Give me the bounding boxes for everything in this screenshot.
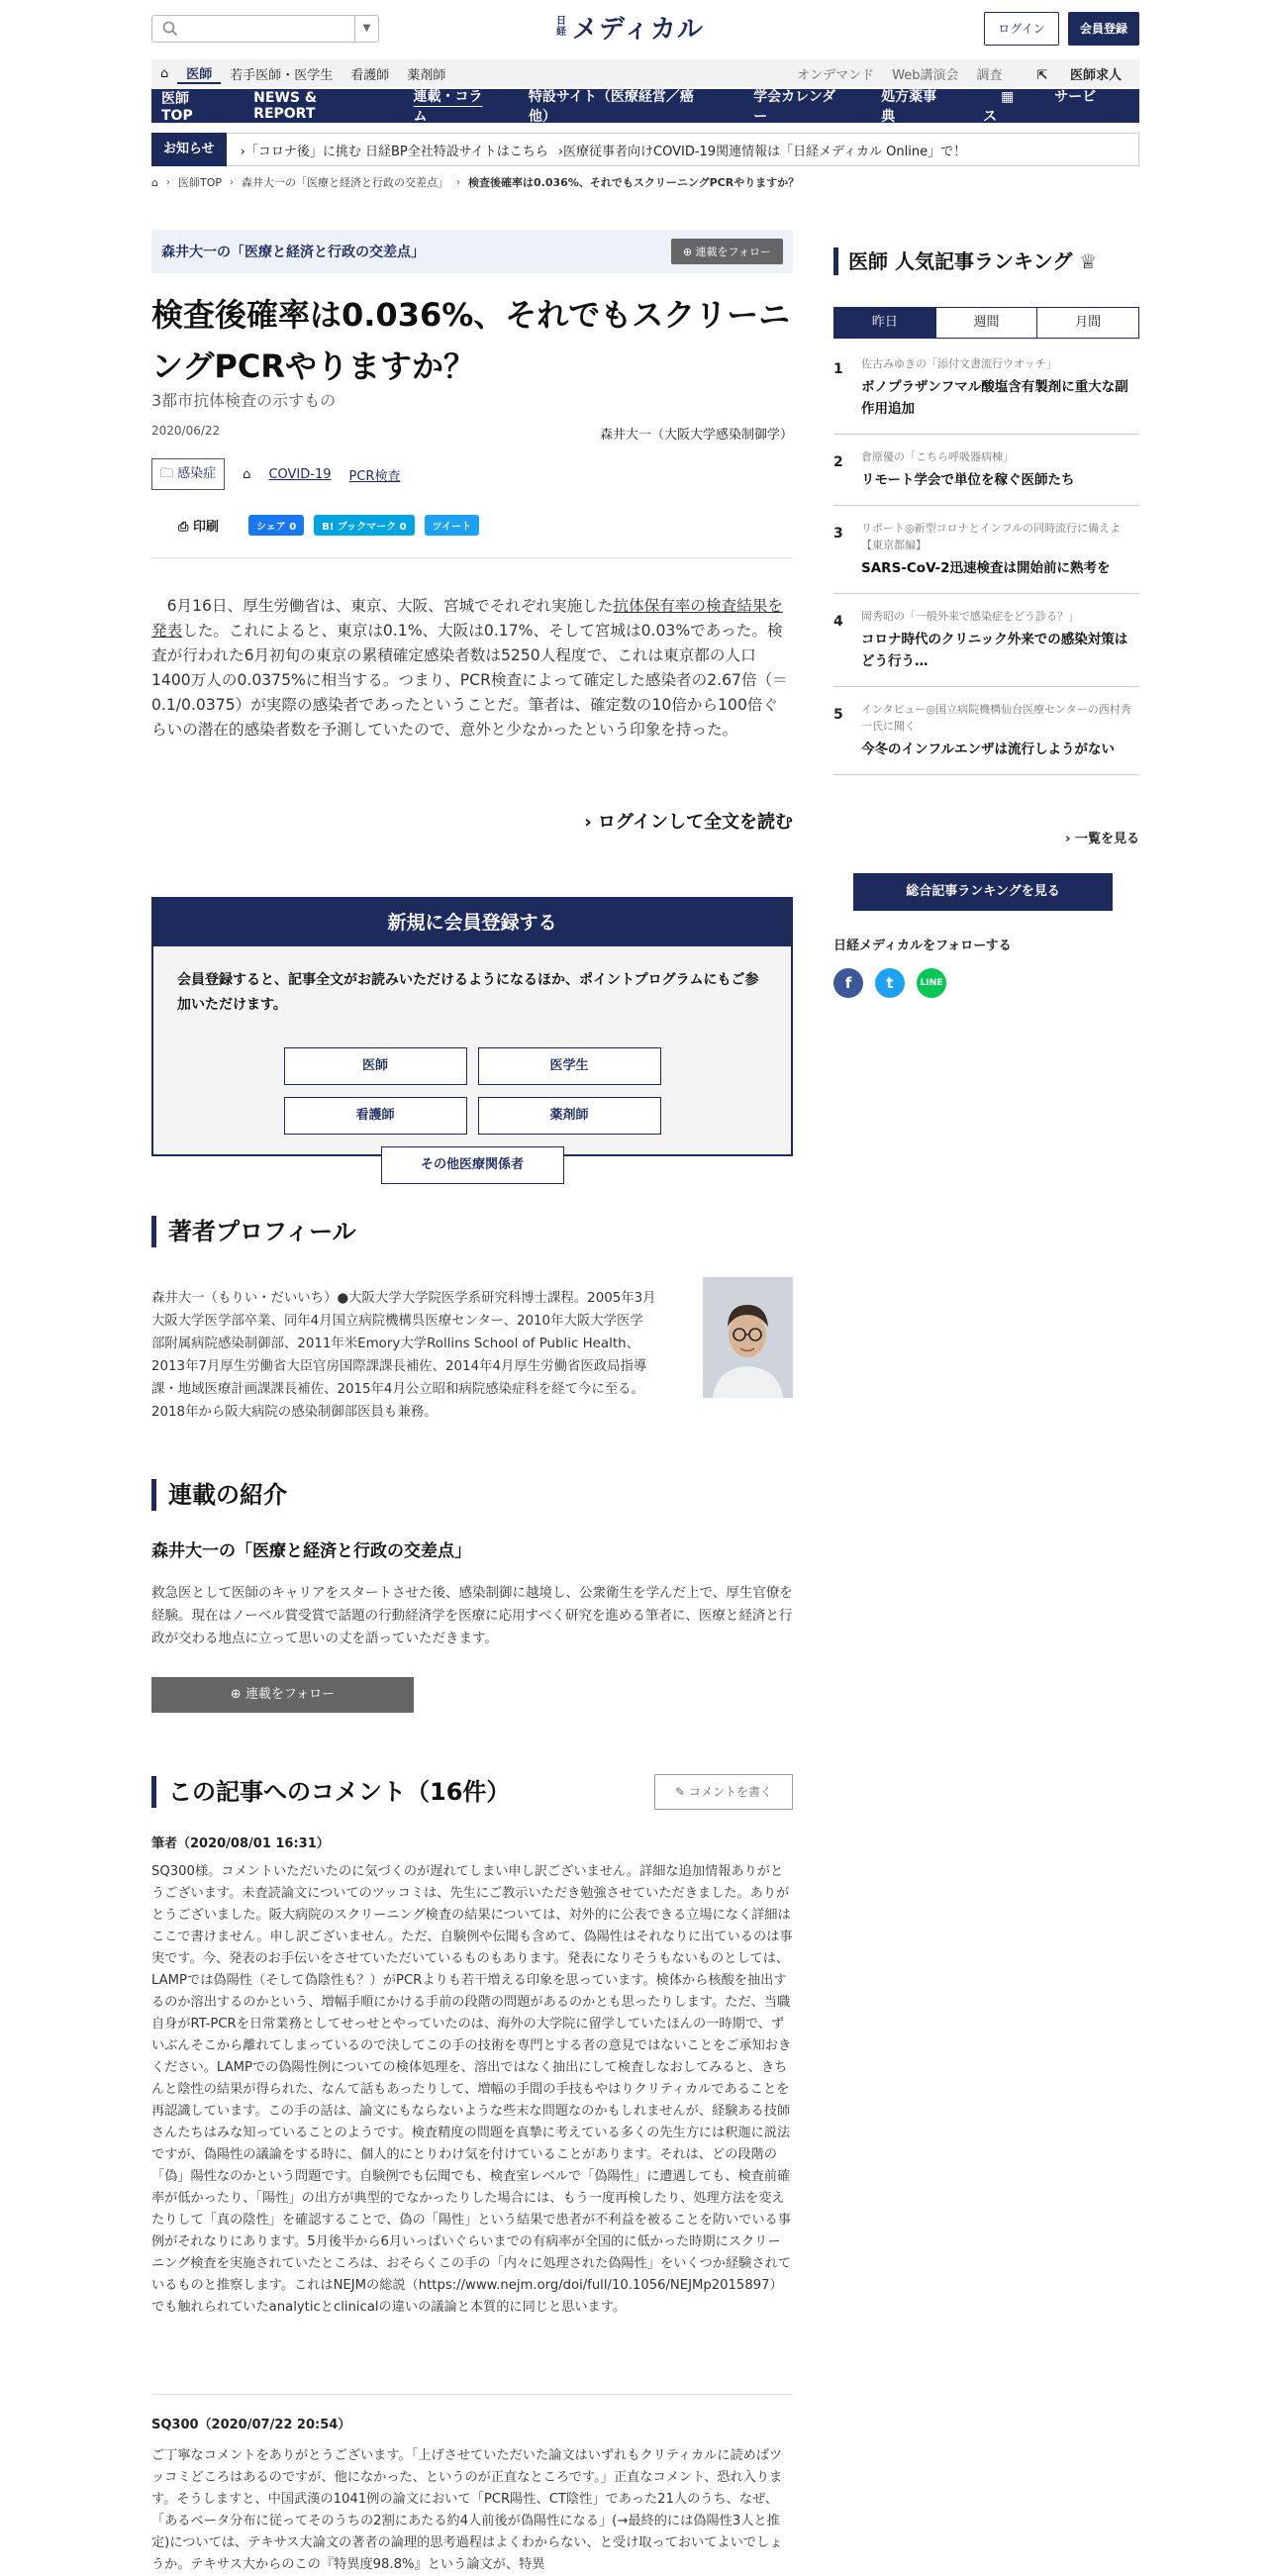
- ranking-item[interactable]: [833, 435, 1139, 506]
- article-date: 2020/06/22: [151, 424, 221, 438]
- series-title[interactable]: 森井大一の「医療と経済と行政の交差点」: [161, 245, 425, 260]
- series-name[interactable]: 森井大一の「医療と経済と行政の交差点」: [151, 1541, 471, 1561]
- logo-main-text: メディカル: [572, 14, 704, 45]
- rank-title: リモート学会で単位を稼ぐ医師たち: [861, 472, 1075, 488]
- series-banner: [151, 230, 793, 273]
- nav-item-young[interactable]: 若手医師・医学生: [230, 67, 334, 83]
- tag-list: [151, 458, 400, 490]
- follow-heading: 日経メディカルをフォローする: [833, 939, 1012, 953]
- breadcrumb: [151, 172, 1139, 192]
- chevron-right-icon: ›: [165, 176, 170, 188]
- ranking-more-link[interactable]: [990, 828, 1139, 846]
- rank-number: 2: [833, 454, 843, 470]
- chevron-right-icon: ›: [456, 176, 460, 188]
- chevron-right-icon: ›: [584, 812, 592, 833]
- logo-small-text: 日経: [556, 16, 566, 38]
- profile-text: 森井大一（もりい・だいいち）●大阪大学大学院医学系研究科博士課程。2005年3月大阪大学医学部卒業、同年4月国立病院機構呉医療センター、2010年大阪大学医学部附属病院感染制御部、2011年米Emory大学Rollins School of Public Health、2013年7月厚生労働省大臣官房国際課課長補佐、2014年4月厚生労働省医政局指導課・地域医療計画課課長補佐、2015年4月公立昭和病院感染症科を経て今に至る。2018年から阪大病院の感染制御部医員も兼務。: [151, 1291, 656, 1420]
- article-body: [151, 594, 793, 743]
- main-nav-service-label: サービス: [983, 89, 1097, 125]
- main-nav-special[interactable]: 特設サイト（医療経営／癌 他）: [528, 89, 694, 125]
- notice-label: お知らせ: [151, 133, 227, 166]
- register-box-message: 会員登録すると、記事全文がお読みいただけるようになるほか、ポイントプログラムにもご参加いただけます。: [177, 972, 759, 1013]
- ranking-item[interactable]: [833, 687, 1139, 775]
- facebook-share-button[interactable]: シェア 0: [248, 515, 304, 536]
- all-ranking-button[interactable]: 総合記事ランキングを見る: [853, 873, 1113, 911]
- nav-item-pharmacist[interactable]: 薬剤師: [407, 67, 446, 83]
- print-label: 印刷: [192, 520, 219, 535]
- tag-pcr[interactable]: PCR検査: [348, 468, 401, 484]
- notice-link-1[interactable]: ›「コロナ後」に挑む 日経BP全社特設サイトはこちら: [240, 144, 548, 159]
- body-link[interactable]: 抗体保有率の検査結果を発表: [151, 597, 783, 640]
- nav-item-nurse[interactable]: 看護師: [350, 67, 390, 83]
- register-box: [151, 897, 793, 1172]
- divider: [151, 2394, 793, 2395]
- tag-icon: ⌂: [243, 466, 251, 482]
- rank-series: 倉原優の「こちら呼吸器病棟」: [861, 450, 1014, 463]
- nav-jobs[interactable]: [1020, 64, 1139, 83]
- notice-bar: [151, 133, 1139, 166]
- rank-number: 3: [833, 526, 843, 542]
- main-nav-top[interactable]: 医師TOP: [161, 91, 193, 124]
- hatena-bookmark-button[interactable]: B! ブックマーク 0: [314, 515, 414, 536]
- page-title: 検査後確率は0.036%、それでもスクリーニングPCRやりますか？: [151, 296, 791, 385]
- ranking-item[interactable]: [833, 594, 1139, 687]
- facebook-icon[interactable]: f: [833, 968, 863, 998]
- breadcrumb-item[interactable]: 森井大一の「医療と経済と行政の交差点」: [242, 176, 448, 189]
- series-description: 救急医として医師のキャリアをスタートさせた後、感染制御に越境し、公衆衛生を学んだ上で、厚生官僚を経験。現在はノーベル賞受賞で話題の行動経済学を医療に応用すべく研究を進める筆者に、医療と経済と行政が交わる地点に立って思いの丈を語っていただきます。: [151, 1585, 793, 1646]
- ranking-heading: [833, 248, 1097, 275]
- crown-icon: ♕: [1079, 249, 1098, 273]
- breadcrumb-current: 検査後確率は0.036%、それでもスクリーニングPCRやりますか？: [468, 176, 800, 189]
- search-box[interactable]: [151, 15, 379, 43]
- comment-body: ご丁寧なコメントをありがとうございます。「上げさせていただいた論文はいずれもクリティカルに読めばツッコミどころはあるのですが、他になかった、というのが正直なところです。」正直なコメント、恐れ入ります。そうしますと、中国武漢の1041例の論文において「PCR陽性、CT陰性」であった21人のうち、なぜ、「あるベータ分布に従ってそのうちの2割にあたる約4人前後が偽陽性になる」(→最終的には偽陽性3人と推定)については、テキサス大論文の著者の論理的思考過程はよくわからない、と受け取っておいてよいでしょうか。テキサス大からのこの『特異度98.8%』という論文が、特異: [151, 2448, 783, 2572]
- register-box-title: 新規に会員登録する: [153, 899, 791, 946]
- register-doctor-button[interactable]: 医師: [284, 1047, 467, 1085]
- tab-yesterday[interactable]: 昨日: [834, 308, 935, 338]
- body-text-1: 6月16日、厚生労働省は、東京、大阪、宮城でそれぞれ実施した: [166, 597, 614, 615]
- rank-number: 1: [833, 361, 843, 377]
- printer-icon: ⎙: [178, 520, 189, 535]
- ranking-item[interactable]: [833, 342, 1139, 435]
- tab-monthly[interactable]: 月間: [1036, 308, 1138, 338]
- nav-survey[interactable]: 調査: [976, 67, 1003, 83]
- twitter-icon[interactable]: t: [875, 968, 905, 998]
- site-logo[interactable]: [554, 10, 733, 44]
- main-nav-series[interactable]: 連載・コラム: [413, 89, 483, 125]
- line-icon[interactable]: LINE: [917, 968, 946, 998]
- author-photo: [703, 1277, 793, 1398]
- folder-icon: 🗀: [160, 466, 174, 481]
- ranking-tabs: [833, 307, 1139, 339]
- chevron-right-icon: ›: [230, 176, 234, 188]
- category-tag-label: 感染症: [177, 466, 217, 481]
- external-link-icon: ⇱: [1036, 67, 1048, 83]
- pencil-icon: ✎: [675, 1785, 686, 1799]
- category-nav: [151, 59, 1139, 87]
- nav-ondemand[interactable]: オンデマンド: [797, 67, 875, 83]
- follow-series-button-2[interactable]: ⊕ 連載をフォロー: [151, 1677, 414, 1713]
- rank-series: 岡秀昭の「一般外来で感染症をどう診る？」: [861, 610, 1079, 623]
- nav-web-lecture[interactable]: Web講演会: [892, 67, 959, 83]
- rank-title: 今冬のインフルエンザは流行しようがない: [861, 742, 1115, 757]
- write-comment-button[interactable]: [654, 1774, 793, 1810]
- ranking-list: [833, 342, 1139, 775]
- register-button[interactable]: 会員登録: [1068, 12, 1139, 46]
- rank-series: 佐古みゆきの「添付文書流行ウオッチ」: [861, 357, 1057, 370]
- chevron-right-icon: ›: [1065, 832, 1071, 846]
- register-pharmacist-button[interactable]: 薬剤師: [478, 1097, 661, 1135]
- ranking-title: 医師 人気記事ランキング: [848, 249, 1073, 273]
- read-more-label: ログインして全文を読む: [597, 812, 793, 833]
- nav-jobs-label: 医師求人: [1069, 67, 1122, 83]
- tweet-button[interactable]: ツイート: [425, 515, 480, 536]
- main-nav-service[interactable]: [965, 86, 1139, 126]
- nav-item-doctor[interactable]: 医師: [177, 63, 221, 84]
- chevron-down-icon[interactable]: ▼: [354, 16, 378, 42]
- social-links: [833, 968, 946, 998]
- breadcrumb-item[interactable]: 医師TOP: [177, 176, 222, 189]
- main-nav-drugs[interactable]: 処方薬事典: [881, 89, 937, 125]
- follow-series-button[interactable]: ⊕ 連載をフォロー: [671, 239, 783, 264]
- category-tag[interactable]: [151, 458, 225, 490]
- main-nav: [151, 89, 1139, 123]
- follow-label-2: 連載をフォロー: [244, 1687, 336, 1702]
- grid-icon: ▦: [1001, 89, 1015, 105]
- author-photo-image: [703, 1277, 793, 1398]
- divider: [151, 557, 793, 558]
- comment-header: 筆者（2020/08/01 16:31）: [151, 1836, 330, 1851]
- comments-heading: この記事へのコメント（16件）: [151, 1776, 510, 1808]
- home-icon[interactable]: ⌂: [160, 65, 169, 81]
- notice-text-1: 「コロナ後」に挑む 日経BP全社特設サイトはこちら: [244, 144, 548, 159]
- body-text-2: した。これによると、東京は0.1%、大阪は0.17%、そして宮城は0.03%であった。検査が行われた6月初旬の東京の累積確定感染者数は5250人程度で、これは東京都の人口1400万人の0.0375%に相当する。つまり、PCR検査によって確定した感染者の2.67倍（＝0.1/0.0375）が実際の感染者であったということだ。筆者は、確定数の10倍から100倍ぐらいの潜在的感染者数を予測していたので、意外と少なかったという印象を持った。: [151, 622, 788, 739]
- write-comment-label: コメントを書く: [688, 1785, 772, 1799]
- tab-weekly[interactable]: 週間: [935, 308, 1037, 338]
- rank-number: 4: [833, 614, 843, 630]
- register-student-button[interactable]: 医学生: [478, 1047, 661, 1085]
- login-button[interactable]: ログイン: [984, 12, 1059, 46]
- article-author: 森井大一（大阪大学感染制御学）: [599, 428, 793, 443]
- follow-label: 連載をフォロー: [695, 246, 771, 258]
- rank-title: SARS-CoV-2迅速検査は開始前に熟考を: [861, 560, 1111, 576]
- notice-text-2: 医療従事者向けCOVID-19関連情報は「日経メディカル Online」で！: [563, 144, 967, 159]
- main-nav-news[interactable]: NEWS & REPORT: [253, 90, 318, 122]
- home-icon[interactable]: ⌂: [151, 175, 158, 189]
- register-nurse-button[interactable]: 看護師: [284, 1097, 467, 1135]
- register-other-button[interactable]: その他医療関係者: [381, 1146, 564, 1184]
- comment-body: SQ300様。コメントいただいたのに気づくのが遅れてしまい申し訳ございません。詳細な追加情報ありがとうございます。未査読論文についてのツッコミは、先生にご教示いただき勉強させていただきました。ありがとうございました。阪大病院のスクリーニング検査の結果については、対外的に公表できる立場になく詳細はここで書けません。申し訳ございません。ただ、自験例や伝聞も含めて、偽陽性はそれなりに出ているのは事実です。今、発表のお手伝いをさせていただいているものもあります。発表になりそうもないものとしては、LAMPでは偽陽性（そして偽陰性も？）がPCRよりも若干増える印象を思っています。検体から核酸を抽出するのか溶出するのかという、増幅手順にかける手前の段階の問題があるのかとも思ったりします。ただ、当職自身がRT-PCRを日常業務としてせっせとやっていたのは、海外の大学院に留学していたほんの一時期で、ずいぶんそこから離れてしまっているので決してこの手の技術を専門とする者の意見ではないことをご承知おきください。LAMPでの偽陽性例についての検体処理を、溶出ではなく抽出にして検査しなおしてみると、きちんと陰性の結果が得られた、なんて話もあったりして、増幅の手間の手技もやはりクリティカルであることを再認識しています。この手の話は、論文にもならないような些末な問題なのかもしれませんが、経験ある技師さんたちはみな知っていることのようです。検査精度の問題を真摯に考えている多くの先生方には釈迦に説法ですが、偽陽性の議論をする時に、個人的にとりわけ気を付けていることがあります。それは、どの段階の「偽」陽性なのかという問題です。自験例でも伝聞でも、検査室レベルで「偽陽性」に遭遇しても、検査前確率が低かったり、「陽性」の出方が典型的でなかったりした場合には、もう一度再検したり、処理方法を変えたりして「真の陰性」を確認することで、偽の「陽性」という結果で患者が不利益を被ることを防いでいる事例がそれなりにあります。5月後半から6月いっぱいぐらいまでの有病率が全国的に低かった時期にスクリーニング検査を実施されていたところは、おそらくこの手の「内々に処理された偽陽性」をいくつか経験されているものと推察します。これはNEJMの総説（https://www.nejm.org/doi/full/10.1056/NEJMp2015897）でも触れられていたanalyticとclinicalの違いの議論と本質的に同じと思います。: [151, 1864, 793, 2315]
- share-bar: [178, 515, 479, 536]
- article-subtitle: 3都市抗体検査の示すもの: [151, 391, 337, 410]
- rank-title: コロナ時代のクリニック外来での感染対策はどう行う…: [861, 632, 1128, 669]
- print-button[interactable]: [178, 516, 219, 535]
- notice-link-2[interactable]: ›医療従事者向けCOVID-19関連情報は「日経メディカル Online」で！: [557, 144, 967, 159]
- rank-number: 5: [833, 707, 843, 723]
- main-nav-calendar[interactable]: 学会カレンダー: [753, 89, 836, 125]
- tag-covid[interactable]: COVID-19: [268, 466, 332, 482]
- search-icon: [162, 21, 178, 37]
- rank-series: インタビュー◎国立病院機構仙台医療センターの西村秀一氏に聞く: [861, 703, 1131, 733]
- rank-title: ボノプラザンフマル酸塩含有製剤に重大な副作用追加: [861, 379, 1128, 417]
- comment-header: SQ300（2020/07/22 20:54）: [151, 2418, 351, 2432]
- profile-heading: 著者プロフィール: [151, 1216, 356, 1247]
- series-intro-heading: 連載の紹介: [151, 1479, 287, 1511]
- read-more-link[interactable]: [495, 808, 793, 834]
- ranking-more-label: 一覧を見る: [1074, 832, 1139, 846]
- ranking-item[interactable]: [833, 506, 1139, 594]
- rank-series: リポート◎新型コロナとインフルの同時流行に備えよ【東京都編】: [861, 522, 1122, 551]
